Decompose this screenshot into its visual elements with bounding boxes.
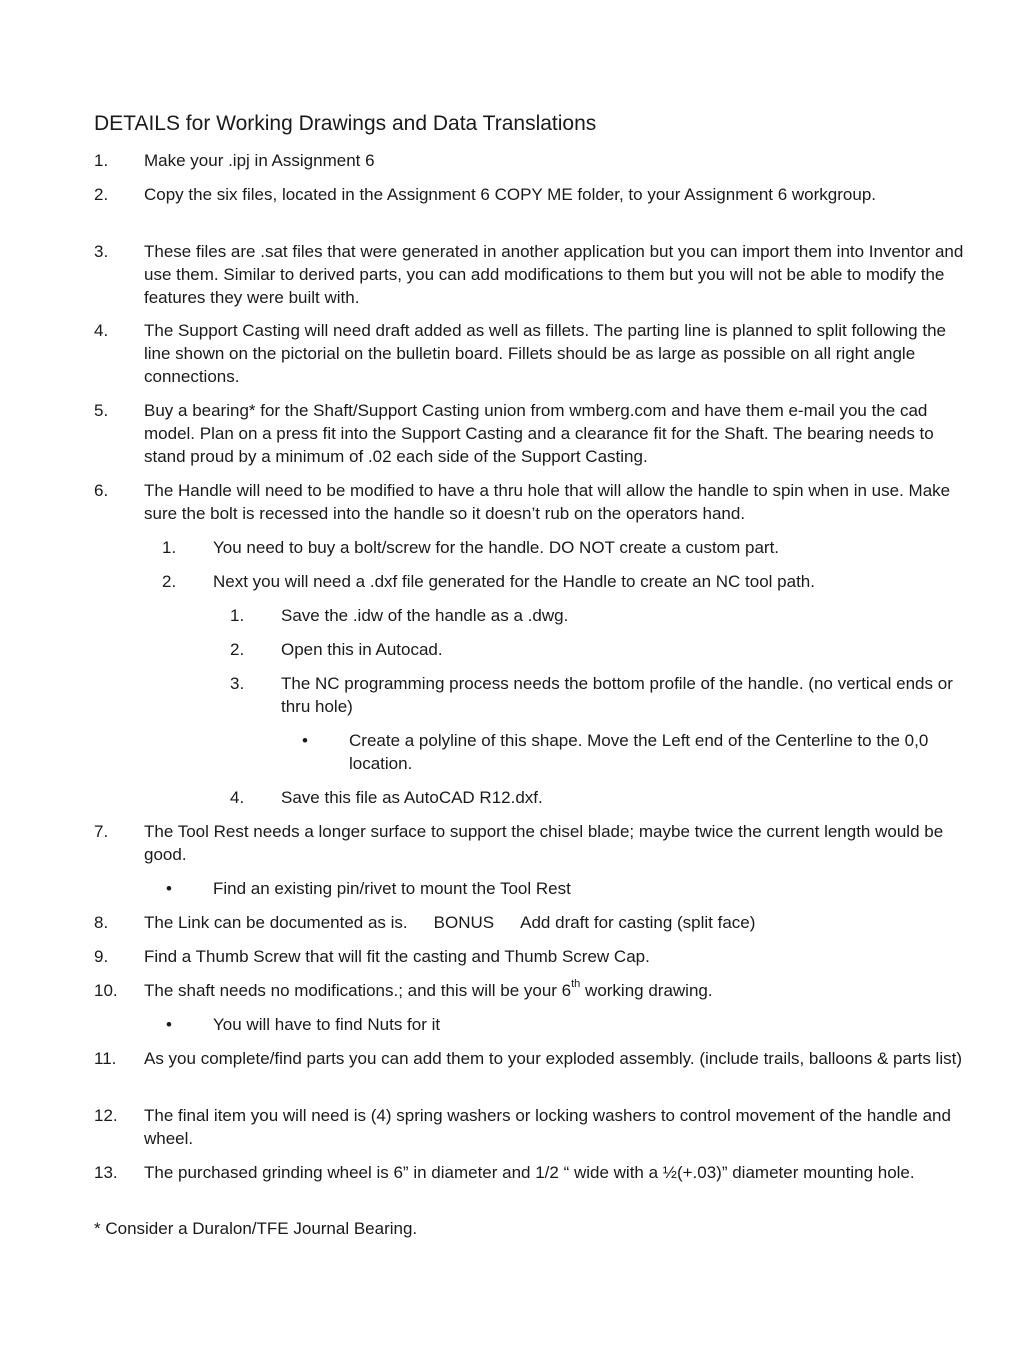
list-number: 11. — [94, 1049, 117, 1068]
list-text: Copy the six files, located in the Assignment 6 COPY ME folder, to your Assignment 6 workgroup. — [144, 185, 876, 204]
sub-list-item — [162, 570, 974, 593]
list-item — [94, 911, 974, 934]
list-item — [94, 945, 974, 968]
page-title: DETAILS for Working Drawings and Data Translations — [94, 112, 597, 135]
list-number: 2. — [162, 572, 177, 591]
superscript: th — [571, 978, 581, 991]
list-item — [94, 240, 974, 309]
bonus-label: BONUS — [433, 913, 495, 932]
list-number: 9. — [94, 947, 109, 966]
bullet-icon: • — [166, 1015, 172, 1034]
list-number: 6. — [94, 481, 109, 500]
list-item — [94, 820, 974, 866]
list-item — [94, 979, 974, 1002]
footnote: * Consider a Duralon/TFE Journal Bearing. — [94, 1219, 418, 1238]
list-number: 1. — [162, 538, 177, 557]
list-item — [94, 319, 974, 388]
list-item — [94, 183, 974, 206]
shaft-note-tail: working drawing. — [580, 981, 713, 1000]
bullet-item — [162, 1013, 974, 1036]
list-text: As you complete/find parts you can add them to your exploded assembly. (include trails, balloons & parts list) — [144, 1049, 962, 1068]
list-text: The NC programming process needs the bottom profile of the handle. (no vertical ends or thru hole) — [281, 674, 953, 716]
list-number: 2. — [94, 185, 109, 204]
bullet-icon: • — [302, 731, 308, 750]
list-number: 4. — [230, 788, 245, 807]
list-text: The final item you will need is (4) spring washers or locking washers to control movement of the handle and wheel. — [144, 1106, 951, 1148]
link-note: The Link can be documented as is. — [144, 913, 408, 932]
list-text: These files are .sat files that were generated in another application but you can import them into Inventor and use them. Similar to derived parts, you can add modifications to them but you will not be able to modify the features they were built with. — [144, 242, 964, 307]
bullet-icon: • — [166, 879, 172, 898]
list-text — [144, 979, 974, 1002]
list-number: 7. — [94, 822, 109, 841]
list-number: 1. — [94, 151, 109, 170]
list-text: The Tool Rest needs a longer surface to support the chisel blade; maybe twice the current length would be good. — [144, 822, 944, 864]
list-text — [144, 911, 974, 934]
list-item — [94, 479, 974, 525]
list-item — [94, 399, 974, 468]
list-number: 10. — [94, 981, 118, 1000]
list-number: 3. — [94, 242, 109, 261]
list-item — [94, 1104, 974, 1150]
list-item — [94, 149, 974, 172]
bonus-text: Add draft for casting (split face) — [520, 913, 756, 932]
sub-list-item — [162, 536, 974, 559]
list-number: 4. — [94, 321, 109, 340]
sub-sub-list-item — [230, 672, 974, 718]
list-text: Open this in Autocad. — [281, 640, 443, 659]
list-item — [94, 1047, 974, 1070]
list-text: Buy a bearing* for the Shaft/Support Casting union from wmberg.com and have them e-mail you the cad model. Plan on a press fit into the Support Casting and a clearance fit for the Shaft. The bearing needs to stand proud by a minimum of .02 each side of the Support Casting. — [144, 401, 934, 466]
list-number: 13. — [94, 1163, 118, 1182]
list-text: You need to buy a bolt/screw for the handle. DO NOT create a custom part. — [213, 538, 780, 557]
sub-sub-list-item — [230, 638, 974, 661]
sub-sub-list-item — [230, 786, 974, 809]
list-text: Save the .idw of the handle as a .dwg. — [281, 606, 569, 625]
list-text: Save this file as AutoCAD R12.dxf. — [281, 788, 543, 807]
list-number: 8. — [94, 913, 109, 932]
list-item — [94, 1161, 974, 1184]
list-text: Create a polyline of this shape. Move the Left end of the Centerline to the 0,0 location. — [349, 731, 929, 773]
sub-sub-list-item — [230, 604, 974, 627]
bullet-item — [162, 877, 974, 900]
shaft-note: The shaft needs no modifications.; and this will be your 6 — [144, 981, 572, 1000]
list-text: Find a Thumb Screw that will fit the casting and Thumb Screw Cap. — [144, 947, 650, 966]
list-text: The purchased grinding wheel is 6” in diameter and 1/2 “ wide with a ½(+.03)” diameter mounting hole. — [144, 1163, 915, 1182]
list-number: 1. — [230, 606, 245, 625]
list-text: Next you will need a .dxf file generated for the Handle to create an NC tool path. — [213, 572, 815, 591]
list-number: 2. — [230, 640, 245, 659]
list-text: The Handle will need to be modified to have a thru hole that will allow the handle to spin when in use. Make sure the bolt is recessed into the handle so it doesn’t rub on the operators hand. — [144, 481, 951, 523]
bullet-item — [298, 729, 974, 775]
list-number: 3. — [230, 674, 245, 693]
list-number: 12. — [94, 1106, 118, 1125]
list-number: 5. — [94, 401, 109, 420]
list-text: You will have to find Nuts for it — [213, 1015, 441, 1034]
list-text: Make your .ipj in Assignment 6 — [144, 151, 375, 170]
list-text: The Support Casting will need draft added as well as fillets. The parting line is planned to split following the line shown on the pictorial on the bulletin board. Fillets should be as large as possible on all right angle connections. — [144, 321, 946, 386]
list-text: Find an existing pin/rivet to mount the Tool Rest — [213, 879, 571, 898]
